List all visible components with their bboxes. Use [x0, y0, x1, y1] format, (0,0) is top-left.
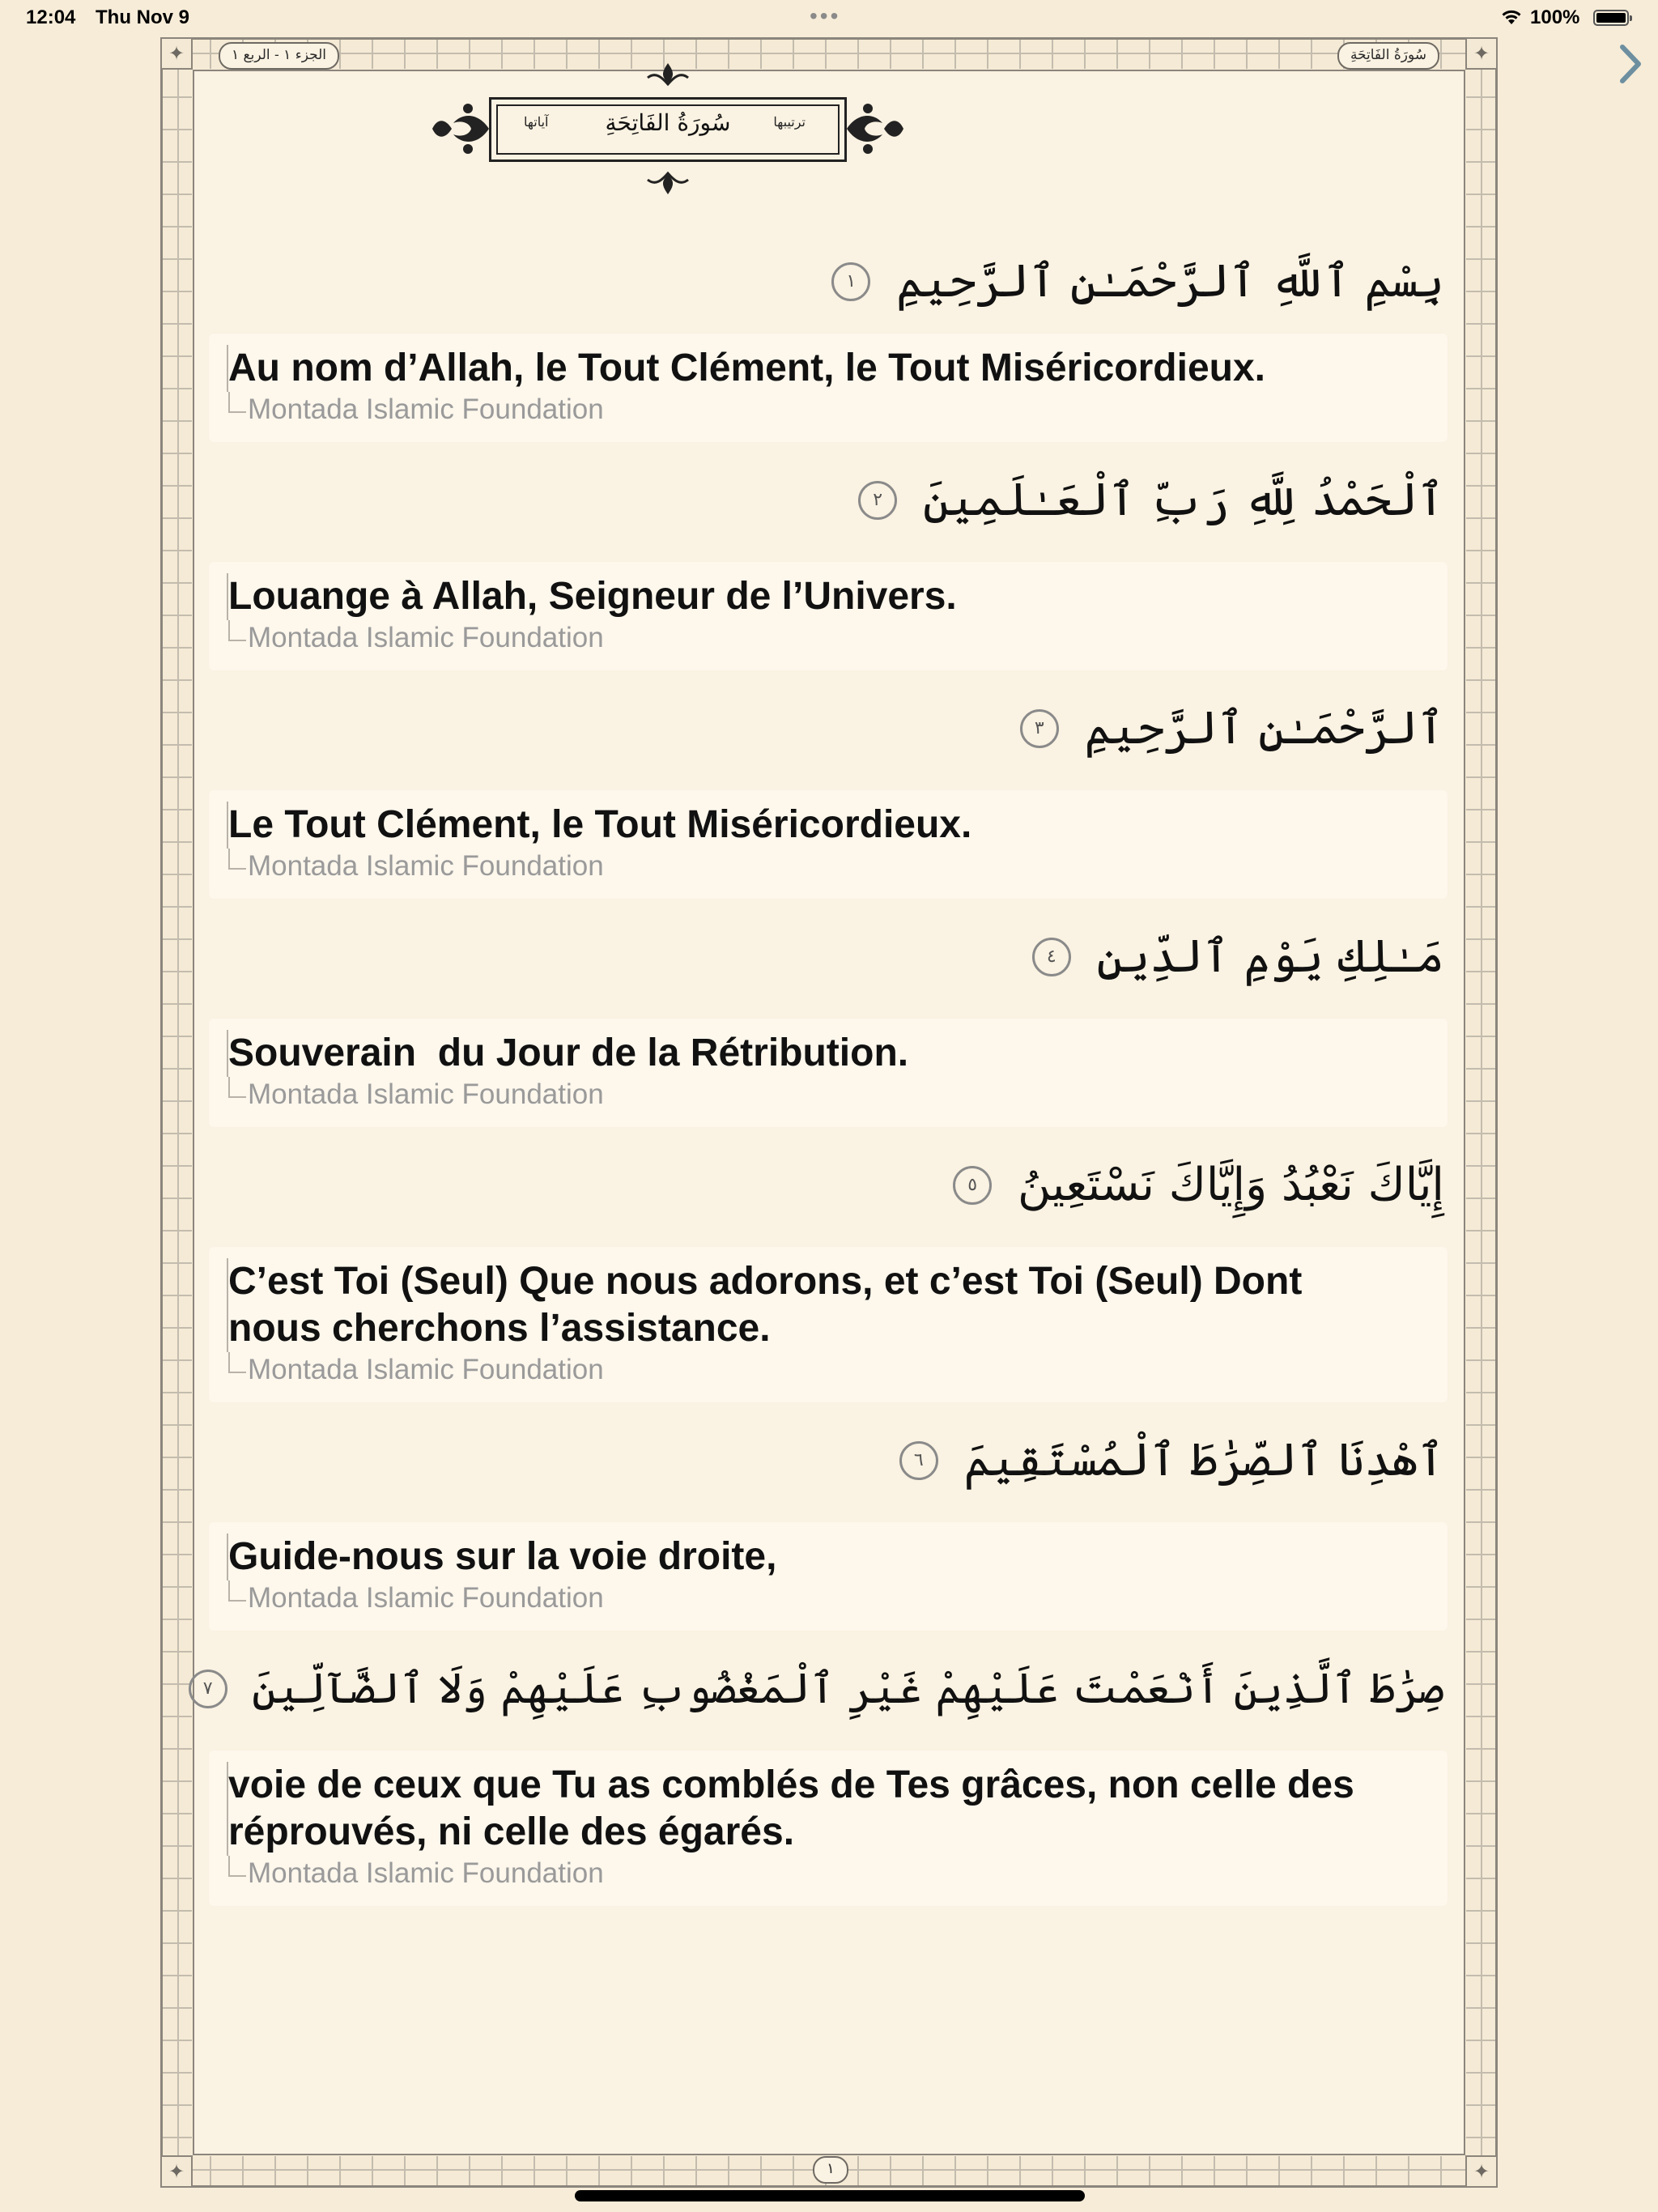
frame-corner-ornament-icon [160, 37, 193, 70]
ayah-number-marker: ٤ [1032, 938, 1071, 976]
wifi-icon [1499, 8, 1524, 26]
arabic-verse-text: ٱهْدِنَا ٱلصِّرَٰطَ ٱلْمُسْتَقِيمَ [963, 1434, 1444, 1487]
translation-card[interactable] [209, 790, 1448, 899]
frame-corner-ornament-icon [160, 2155, 193, 2188]
verse-item[interactable] [202, 1647, 1448, 1906]
arabic-verse[interactable] [209, 240, 1448, 324]
translation-text: Souverain du Jour de la Rétribution. [227, 1030, 1428, 1077]
verse-item[interactable] [209, 1143, 1448, 1402]
arabic-verse-text: صِرَٰطَ ٱلَّذِينَ أَنْعَمْتَ عَلَيْهِمْ غَيْرِ ٱلْمَغْضُوبِ عَلَيْهِمْ وَلَا ٱلضَّآلِّينَ [252, 1665, 1444, 1713]
arabic-verse-text: ٱلْحَمْدُ لِلَّهِ رَبِّ ٱلْعَـٰلَمِينَ [922, 474, 1444, 526]
arabic-verse-text: بِسْمِ ٱللَّهِ ٱلرَّحْمَـٰنِ ٱلرَّحِيمِ [896, 255, 1444, 308]
translation-source: Montada Islamic Foundation [228, 1077, 1428, 1112]
battery-percentage: 100% [1530, 6, 1580, 28]
arabic-verse[interactable] [209, 915, 1448, 999]
surah-name: سُورَةُ الفَاتِحَةِ [605, 109, 731, 136]
translation-text: C’est Toi (Seul) Que nous adorons, et c’est Toi (Seul) Dont nous cherchons l’assistance. [227, 1258, 1428, 1352]
frame-corner-ornament-icon [1465, 37, 1498, 70]
surah-title-box [489, 97, 847, 162]
ayah-number-marker: ١ [831, 262, 870, 301]
surah-header-label: سُورَةُ الفَاتِحَةِ [1337, 42, 1439, 70]
arabic-verse[interactable] [209, 1419, 1448, 1503]
verse-item[interactable] [209, 915, 1448, 1127]
arabic-verse-text: مَـٰلِكِ يَوْمِ ٱلدِّينِ [1096, 930, 1444, 983]
surah-ayahs-label: آياتها [524, 114, 549, 130]
translation-source: Montada Islamic Foundation [228, 849, 1428, 884]
arabic-verse[interactable] [202, 1647, 1448, 1731]
translation-text: Louange à Allah, Seigneur de l’Univers. [227, 573, 1428, 620]
page-number: ١ [813, 2156, 848, 2184]
frame-corner-ornament-icon [1465, 2155, 1498, 2188]
translation-card[interactable] [209, 562, 1448, 670]
ayah-number-marker: ٣ [1020, 709, 1059, 748]
verse-item[interactable] [209, 687, 1448, 899]
status-bar [0, 0, 1658, 37]
translation-card[interactable] [209, 1247, 1448, 1402]
translation-card[interactable] [209, 1522, 1448, 1631]
translation-text: Guide-nous sur la voie droite, [227, 1534, 1428, 1580]
status-date: Thu Nov 9 [96, 6, 190, 28]
arabic-verse[interactable] [209, 1143, 1448, 1227]
translation-text: voie de ceux que Tu as comblés de Tes grâces, non celle des réprouvés, ni celle des égarés. [227, 1762, 1428, 1856]
verse-list [202, 240, 1448, 1922]
translation-card[interactable] [209, 334, 1448, 442]
juz-label: الجزء ١ - الربع ١ [219, 42, 339, 70]
translation-text: Au nom d’Allah, le Tout Clément, le Tout Miséricordieux. [227, 345, 1428, 392]
home-indicator[interactable] [575, 2190, 1085, 2201]
translation-source: Montada Islamic Foundation [228, 1856, 1428, 1891]
ayah-number-marker: ٥ [953, 1166, 992, 1205]
ayah-number-marker: ٢ [858, 481, 897, 520]
verse-item[interactable] [209, 240, 1448, 442]
translation-source: Montada Islamic Foundation [228, 1580, 1428, 1616]
translation-source: Montada Islamic Foundation [228, 620, 1428, 656]
multitasking-dots-icon[interactable]: ••• [810, 3, 841, 28]
translation-source: Montada Islamic Foundation [228, 392, 1428, 428]
battery-icon [1593, 10, 1629, 26]
ayah-number-marker: ٧ [189, 1670, 227, 1708]
translation-card[interactable] [209, 1019, 1448, 1127]
verse-item[interactable] [209, 458, 1448, 670]
arabic-verse[interactable] [209, 458, 1448, 542]
surah-title-ornament [429, 60, 907, 198]
chevron-right-icon[interactable] [1616, 42, 1645, 86]
translation-text: Le Tout Clément, le Tout Miséricordieux. [227, 802, 1428, 849]
surah-order-label: ترتيبها [773, 114, 806, 130]
verse-item[interactable] [209, 1419, 1448, 1631]
translation-source: Montada Islamic Foundation [228, 1352, 1428, 1388]
status-time: 12:04 [26, 6, 76, 28]
ayah-number-marker: ٦ [899, 1441, 938, 1480]
translation-card[interactable] [209, 1750, 1448, 1906]
arabic-verse-text: إِيَّاكَ نَعْبُدُ وَإِيَّاكَ نَسْتَعِينُ [1017, 1159, 1444, 1211]
arabic-verse[interactable] [209, 687, 1448, 771]
arabic-verse-text: ٱلرَّحْمَـٰنِ ٱلرَّحِيمِ [1084, 702, 1444, 755]
